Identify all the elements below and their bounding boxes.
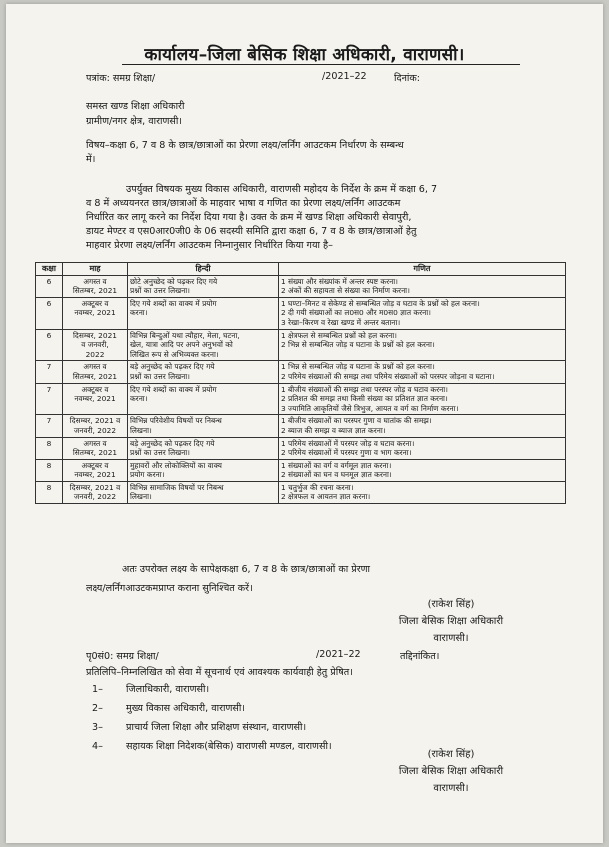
hindi-line: प्रश्नों का उत्तर लिखना।	[130, 448, 190, 458]
learning-outcome-table	[35, 262, 566, 504]
cell-month	[63, 437, 128, 459]
month-line: दिसम्बर, 2021 व	[69, 416, 121, 426]
hindi-line: करना।	[130, 308, 148, 318]
cell-hindi	[128, 481, 279, 503]
ganit-line: 2 परिमेय संख्याओं में परस्पर गुणा व भाग करना।	[281, 448, 412, 458]
hindi-line: बड़े अनुच्छेद को पढ़कर दिए गये	[130, 438, 215, 448]
hindi-line: दिए गये शब्दों का वाक्य में प्रयोग	[130, 384, 217, 394]
hindi-line: दिए गये शब्दों का वाक्य में प्रयोग	[130, 298, 217, 308]
cell-hindi	[128, 275, 279, 297]
cell-hindi	[128, 297, 279, 329]
table-row	[36, 297, 566, 329]
cell-class: 7	[36, 361, 63, 383]
month-line: नवम्बर, 2021	[74, 308, 116, 318]
table-row	[36, 275, 566, 297]
ganit-line: 2 संख्याओं का घन व घनमूल ज्ञात करना।	[281, 470, 392, 480]
month-line: 2022	[85, 349, 105, 359]
month-line: अक्टूबर व	[81, 460, 109, 470]
copy-item-text: सहायक शिक्षा निदेशक(बेसिक) वाराणसी मण्डल, वाराणसी।	[126, 741, 332, 752]
copy-list-item	[92, 699, 332, 718]
ganit-line: 1 संख्याओं का वर्ग व वर्गमूल ज्ञात करना।	[281, 460, 392, 470]
ganit-line: 2 भिन्न से सम्बन्धित जोड़ व घटाना के प्रश्नों को हल करना।	[281, 340, 435, 350]
cell-month	[63, 459, 128, 481]
closing-line: अतः उपरोक्त लक्ष्य के सापेक्षकक्षा 6, 7 व 8 के छात्र/छात्राओं का प्रेरणा	[122, 564, 371, 575]
copy-ref-label: पृ0सं0: समग्र शिक्षा/	[86, 651, 159, 662]
month-line: नवम्बर, 2021	[74, 394, 116, 404]
subject	[86, 139, 404, 167]
cell-ganit	[279, 437, 566, 459]
month-line: दिसम्बर, 2021 व	[69, 482, 121, 492]
signatory-name: (राकेश सिंह)	[427, 749, 475, 760]
month-line: सितम्बर, 2021	[72, 371, 118, 381]
month-line: दिसम्बर, 2021	[73, 330, 117, 340]
body-line: माहवार प्रेरणा लक्ष्य/लर्निंग आउटकम निम्नानुसार निर्धारित किया गया है–	[86, 240, 333, 251]
cell-ganit	[279, 459, 566, 481]
recipient-line-2: ग्रामीण/नगर क्षेत्र, वाराणसी।	[86, 116, 183, 127]
ganit-line: 1 क्षेत्रफल से सम्बन्धित प्रश्नों को हल करना।	[281, 330, 397, 340]
signatory-designation: जिला बेसिक शिक्षा अधिकारी	[398, 766, 504, 777]
month-line: व जनवरी,	[81, 340, 109, 350]
cell-month	[63, 361, 128, 383]
copy-item-text: प्राचार्य जिला शिक्षा और प्रशिक्षण संस्थान, वाराणसी।	[126, 722, 307, 733]
cell-ganit	[279, 361, 566, 383]
hindi-line: करना।	[130, 394, 148, 404]
copy-item-text: मुख्य विकास अधिकारी, वाराणसी।	[126, 703, 246, 714]
ganit-line: 2 प्रतिशत की समझ तथा किसी संख्या का प्रतिशत ज्ञात करना।	[281, 394, 448, 404]
month-line: जनवरी, 2022	[73, 425, 117, 435]
signatory-place: वाराणसी।	[433, 783, 469, 794]
dinank-label: दिनांक:	[394, 73, 420, 84]
ganit-line: 2 दी गयी संख्याओं का ल0स0 और म0स0 ज्ञात करना।	[281, 308, 431, 318]
body-line: डायट मेण्टर व एस0आर0जी0 के 06 सदस्यी समिति द्वारा कक्षा 6, 7 व 8 के छात्र/छात्राओं हेतु	[86, 226, 417, 237]
letter-page	[6, 4, 603, 843]
ganit-line: 1 संख्या और संख्यांक में अन्तर स्पष्ट करना।	[281, 276, 398, 286]
hindi-line: विभिन्न बिन्दुओं यथा त्यौहार, मेला, घटना,	[130, 330, 240, 340]
hindi-line: प्रयोग करना।	[130, 470, 165, 480]
copy-ref-year: /2021–22	[316, 649, 361, 660]
cell-hindi	[128, 459, 279, 481]
cell-hindi	[128, 415, 279, 437]
cell-ganit	[279, 275, 566, 297]
ganit-line: 2 परिमेय संख्याओं की समझ तथा परिमेय संख्याओं को परस्पर जोड़ना व घटाना।	[281, 371, 495, 381]
body-line: निर्धारित कर लागू करने का निर्देश दिया गया है। उक्त के क्रम में खण्ड शिक्षा अधिकारी सेवापुरी,	[86, 212, 412, 223]
month-line: अगस्त व	[83, 362, 107, 372]
closing-paragraph	[86, 560, 370, 598]
ganit-line: 2 क्षेत्रफल व आयतन ज्ञात करना।	[281, 492, 371, 502]
cell-ganit	[279, 297, 566, 329]
table-row	[36, 415, 566, 437]
ganit-line: 1 परिमेय संख्याओं में परस्पर जोड़ व घटाव करना।	[281, 438, 415, 448]
hindi-line: खेल, यात्रा आदि पर अपने अनुभवों को	[130, 340, 233, 350]
ganit-line: 1 बीजीय संख्याओं की समझ तथा परस्पर जोड़ व घटाव करना।	[281, 384, 448, 394]
copy-item-number: 1–	[92, 684, 103, 695]
cell-class: 8	[36, 459, 63, 481]
hindi-line: बड़े अनुच्छेद को पढ़कर दिए गये	[130, 362, 215, 372]
month-line: जनवरी, 2022	[73, 492, 117, 502]
cell-class: 7	[36, 415, 63, 437]
title-underline	[122, 64, 520, 65]
hindi-line: लिखना।	[130, 492, 152, 502]
hindi-line: मुहावरों और लोकोक्तियों का वाक्य	[130, 460, 222, 470]
copy-list-item	[92, 718, 332, 737]
subject-line: में।	[86, 154, 96, 165]
copy-item-number: 3–	[92, 722, 103, 733]
hindi-line: लिखना।	[130, 425, 152, 435]
copy-list-item	[92, 680, 332, 699]
cell-ganit	[279, 383, 566, 415]
copy-intro: प्रतिलिपि–निम्नलिखित को सेवा में सूचनार्थ एवं आवश्यक कार्यवाही हेतु प्रेषित।	[86, 667, 353, 678]
month-line: सितम्बर, 2021	[72, 448, 118, 458]
subject-line: विषय–कक्षा 6, 7 व 8 के छात्र/छात्राओं का प्रेरणा लक्ष्य/लर्निंग आउटकम निर्धारण के सम्बन्ध	[86, 140, 404, 151]
table-header-row	[36, 263, 566, 276]
table-row	[36, 437, 566, 459]
body-line: उपर्युक्त विषयक मुख्य विकास अधिकारी, वाराणसी महोदय के निर्देश के क्रम में कक्षा 6, 7	[126, 184, 438, 195]
ganit-line: 1 बीजीय संख्याओं का परस्पर गुणा व घातांक की समझ।	[281, 416, 432, 426]
cell-hindi	[128, 437, 279, 459]
signatory-name: (राकेश सिंह)	[427, 599, 475, 610]
cell-class: 6	[36, 275, 63, 297]
table-row	[36, 459, 566, 481]
hindi-line: लिखित रूप से अभिव्यक्त करना।	[130, 349, 219, 359]
ganit-line: 1 घण्टा–मिनट व सेकेण्ड से सम्बन्धित जोड़ व घटाव के प्रश्नों को हल करना।	[281, 298, 480, 308]
hindi-line: विभिन्न परिवेशीय विषयों पर निबन्ध	[130, 416, 222, 426]
hindi-line: विभिन्न सामाजिक विषयों पर निबन्ध	[130, 482, 224, 492]
cell-class: 6	[36, 329, 63, 361]
ganit-line: 3 रेखा–किरण व रेखा खण्ड में अन्तर बताना।	[281, 317, 401, 327]
cell-month	[63, 481, 128, 503]
table-row	[36, 361, 566, 383]
patrank-year: /2021–22	[322, 71, 367, 82]
copy-list-item	[92, 737, 332, 756]
header-month: माह	[63, 263, 128, 276]
cell-month	[63, 415, 128, 437]
cell-hindi	[128, 383, 279, 415]
office-title: कार्यालय–जिला बेसिक शिक्षा अधिकारी, वाराणसी।	[144, 45, 465, 65]
body-paragraph	[86, 183, 437, 253]
cell-ganit	[279, 329, 566, 361]
month-line: अगस्त व	[83, 276, 107, 286]
copy-item-number: 2–	[92, 703, 103, 714]
hindi-line: प्रश्नों का उत्तर लिखना।	[130, 286, 190, 296]
copy-ref-date: तद्दिनांकित।	[400, 651, 440, 662]
copy-list	[92, 680, 332, 756]
cell-hindi	[128, 329, 279, 361]
ganit-line: 2 ब्याज की समझ व ब्याज ज्ञात करना।	[281, 425, 386, 435]
month-line: अक्टूबर व	[81, 384, 109, 394]
header-hindi: हिन्दी	[128, 263, 279, 276]
month-line: अक्टूबर व	[81, 298, 109, 308]
month-line: सितम्बर, 2021	[72, 286, 118, 296]
table-row	[36, 481, 566, 503]
cell-month	[63, 383, 128, 415]
ganit-line: 1 भिन्न से सम्बन्धित जोड़ व घटाना के प्रश्नों को हल करना।	[281, 362, 435, 372]
cell-class: 6	[36, 297, 63, 329]
hindi-line: छोटे अनुच्छेद को पढ़कर दिए गये	[130, 276, 218, 286]
month-line: नवम्बर, 2021	[74, 470, 116, 480]
ganit-line: 2 अंकों की सहायता से संख्या का निर्माण करना।	[281, 286, 410, 296]
table-row	[36, 329, 566, 361]
cell-class: 8	[36, 481, 63, 503]
header-class: कक्षा	[36, 263, 63, 276]
cell-class: 7	[36, 383, 63, 415]
cell-month	[63, 297, 128, 329]
closing-line: लक्ष्य/लर्निंगआउटकमप्राप्त कराना सुनिश्चित करें।	[86, 583, 253, 594]
recipient-line-1: समस्त खण्ड शिक्षा अधिकारी	[86, 101, 185, 112]
patrank-label: पत्रांक: समग्र शिक्षा/	[86, 73, 156, 84]
body-line: व 8 में अध्ययनरत छात्र/छात्राओं के माहवार भाषा व गणित का प्रेरणा लक्ष्य/लर्निंग आउटकम	[86, 198, 401, 209]
cell-hindi	[128, 361, 279, 383]
copy-item-number: 4–	[92, 741, 103, 752]
header-ganit: गणित	[279, 263, 566, 276]
table-row	[36, 383, 566, 415]
signatory-place: वाराणसी।	[433, 633, 469, 644]
signature-block-2	[376, 746, 526, 797]
cell-class: 8	[36, 437, 63, 459]
cell-ganit	[279, 415, 566, 437]
ganit-line: 3 ज्यामिति आकृतियों जैसे त्रिभुज, आयत व वर्ग का निर्माण करना।	[281, 403, 459, 413]
ganit-line: 1 चतुर्भुज की रचना करना।	[281, 482, 354, 492]
copy-item-text: जिलाधिकारी, वाराणसी।	[126, 684, 210, 695]
cell-month	[63, 275, 128, 297]
hindi-line: प्रश्नों का उत्तर लिखना।	[130, 371, 190, 381]
signatory-designation: जिला बेसिक शिक्षा अधिकारी	[398, 616, 504, 627]
cell-month	[63, 329, 128, 361]
signature-block-1	[376, 596, 526, 647]
cell-ganit	[279, 481, 566, 503]
month-line: अगस्त व	[83, 438, 107, 448]
